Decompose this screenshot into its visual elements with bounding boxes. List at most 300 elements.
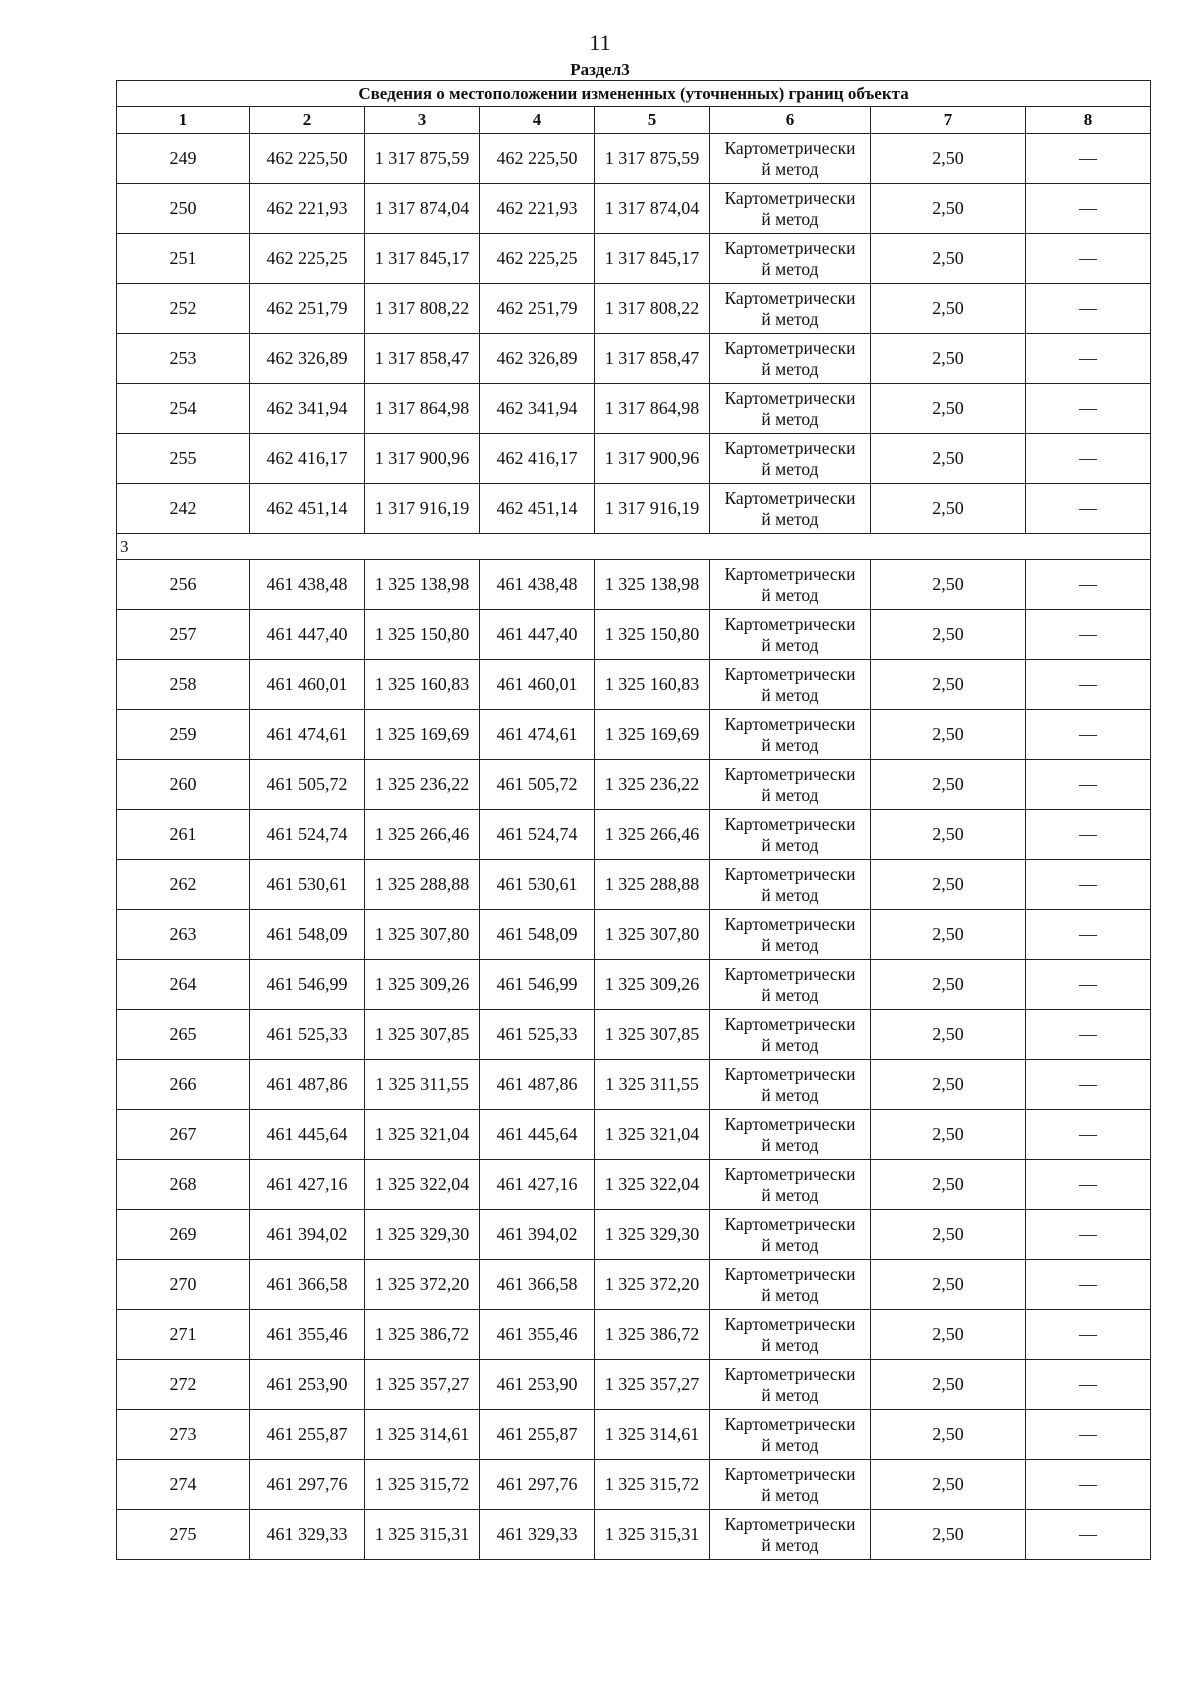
y-existing-cell: 1 317 874,04 bbox=[365, 184, 480, 234]
y-new-cell: 1 325 386,72 bbox=[595, 1310, 710, 1360]
x-new-cell: 461 297,76 bbox=[480, 1460, 595, 1510]
method-cell bbox=[710, 334, 871, 384]
method-text-line: Картометрически bbox=[724, 563, 856, 584]
accuracy-cell: 2,50 bbox=[871, 660, 1026, 710]
description-cell: — bbox=[1026, 184, 1151, 234]
method-text-line: Картометрически bbox=[724, 1263, 856, 1284]
method-text-line: й метод bbox=[761, 1384, 819, 1405]
method-text-line: й метод bbox=[761, 508, 819, 529]
x-existing-cell: 461 445,64 bbox=[250, 1110, 365, 1160]
table-row bbox=[117, 760, 1151, 810]
y-existing-cell: 1 325 372,20 bbox=[365, 1260, 480, 1310]
method-text-line: Картометрически bbox=[724, 1163, 856, 1184]
description-cell: — bbox=[1026, 810, 1151, 860]
accuracy-cell: 2,50 bbox=[871, 1410, 1026, 1460]
method-cell bbox=[710, 1260, 871, 1310]
method-text-line: й метод bbox=[761, 1084, 819, 1105]
y-existing-cell: 1 325 322,04 bbox=[365, 1160, 480, 1210]
y-new-cell: 1 325 315,31 bbox=[595, 1510, 710, 1560]
x-existing-cell: 461 460,01 bbox=[250, 660, 365, 710]
method-text-line: Картометрически bbox=[724, 1113, 856, 1134]
method-cell bbox=[710, 960, 871, 1010]
method-text-line: й метод bbox=[761, 1284, 819, 1305]
x-new-cell: 461 394,02 bbox=[480, 1210, 595, 1260]
method-text-line: Картометрически bbox=[724, 1513, 856, 1534]
description-cell: — bbox=[1026, 860, 1151, 910]
accuracy-cell: 2,50 bbox=[871, 1510, 1026, 1560]
method-text-line: й метод bbox=[761, 158, 819, 179]
accuracy-cell: 2,50 bbox=[871, 1010, 1026, 1060]
method-text-line: й метод bbox=[761, 1034, 819, 1055]
point-number-cell: 251 bbox=[117, 234, 250, 284]
point-number-cell: 263 bbox=[117, 910, 250, 960]
x-existing-cell: 462 221,93 bbox=[250, 184, 365, 234]
accuracy-cell: 2,50 bbox=[871, 1460, 1026, 1510]
table-row bbox=[117, 960, 1151, 1010]
description-cell: — bbox=[1026, 1010, 1151, 1060]
y-existing-cell: 1 325 357,27 bbox=[365, 1360, 480, 1410]
y-existing-cell: 1 325 386,72 bbox=[365, 1310, 480, 1360]
method-text-line: Картометрически bbox=[724, 337, 856, 358]
description-cell: — bbox=[1026, 560, 1151, 610]
y-new-cell: 1 325 150,80 bbox=[595, 610, 710, 660]
point-number-cell: 254 bbox=[117, 384, 250, 434]
table-row bbox=[117, 134, 1151, 184]
method-cell bbox=[710, 860, 871, 910]
point-number-cell: 270 bbox=[117, 1260, 250, 1310]
page-number: 11 bbox=[589, 30, 611, 55]
x-existing-cell: 461 474,61 bbox=[250, 710, 365, 760]
y-existing-cell: 1 325 309,26 bbox=[365, 960, 480, 1010]
method-text-line: Картометрически bbox=[724, 913, 856, 934]
point-number-cell: 249 bbox=[117, 134, 250, 184]
table-row bbox=[117, 1060, 1151, 1110]
x-existing-cell: 461 525,33 bbox=[250, 1010, 365, 1060]
method-text-line: Картометрически bbox=[724, 187, 856, 208]
accuracy-cell: 2,50 bbox=[871, 234, 1026, 284]
method-text-line: й метод bbox=[761, 308, 819, 329]
x-existing-cell: 461 530,61 bbox=[250, 860, 365, 910]
y-existing-cell: 1 325 288,88 bbox=[365, 860, 480, 910]
column-header-1: 1 bbox=[117, 107, 250, 134]
x-existing-cell: 461 546,99 bbox=[250, 960, 365, 1010]
method-cell bbox=[710, 660, 871, 710]
method-text-line: Картометрически bbox=[724, 387, 856, 408]
point-number-cell: 255 bbox=[117, 434, 250, 484]
method-text-line: й метод bbox=[761, 1334, 819, 1355]
y-existing-cell: 1 325 307,80 bbox=[365, 910, 480, 960]
accuracy-cell: 2,50 bbox=[871, 610, 1026, 660]
accuracy-cell: 2,50 bbox=[871, 1310, 1026, 1360]
x-new-cell: 461 438,48 bbox=[480, 560, 595, 610]
y-existing-cell: 1 325 150,80 bbox=[365, 610, 480, 660]
method-cell bbox=[710, 484, 871, 534]
table-row bbox=[117, 810, 1151, 860]
point-number-cell: 272 bbox=[117, 1360, 250, 1410]
y-new-cell: 1 325 138,98 bbox=[595, 560, 710, 610]
x-new-cell: 461 524,74 bbox=[480, 810, 595, 860]
table-row bbox=[117, 284, 1151, 334]
description-cell: — bbox=[1026, 760, 1151, 810]
y-new-cell: 1 317 916,19 bbox=[595, 484, 710, 534]
y-new-cell: 1 325 321,04 bbox=[595, 1110, 710, 1160]
y-new-cell: 1 317 858,47 bbox=[595, 334, 710, 384]
table-row bbox=[117, 384, 1151, 434]
description-cell: — bbox=[1026, 1460, 1151, 1510]
description-cell: — bbox=[1026, 1160, 1151, 1210]
point-number-cell: 265 bbox=[117, 1010, 250, 1060]
table-row bbox=[117, 1310, 1151, 1360]
method-text-line: й метод bbox=[761, 834, 819, 855]
description-cell: — bbox=[1026, 1260, 1151, 1310]
description-cell: — bbox=[1026, 610, 1151, 660]
x-existing-cell: 461 524,74 bbox=[250, 810, 365, 860]
method-text-line: Картометрически bbox=[724, 1213, 856, 1234]
method-text-line: Картометрически bbox=[724, 1063, 856, 1084]
x-new-cell: 461 255,87 bbox=[480, 1410, 595, 1460]
column-header-7: 7 bbox=[871, 107, 1026, 134]
accuracy-cell: 2,50 bbox=[871, 1260, 1026, 1310]
y-existing-cell: 1 317 900,96 bbox=[365, 434, 480, 484]
method-cell bbox=[710, 760, 871, 810]
method-text-line: й метод bbox=[761, 1534, 819, 1555]
description-cell: — bbox=[1026, 1210, 1151, 1260]
description-cell: — bbox=[1026, 284, 1151, 334]
method-cell bbox=[710, 1310, 871, 1360]
table-row bbox=[117, 710, 1151, 760]
column-header-5: 5 bbox=[595, 107, 710, 134]
accuracy-cell: 2,50 bbox=[871, 434, 1026, 484]
description-cell: — bbox=[1026, 960, 1151, 1010]
table-body bbox=[117, 134, 1151, 1560]
x-existing-cell: 461 329,33 bbox=[250, 1510, 365, 1560]
x-new-cell: 461 474,61 bbox=[480, 710, 595, 760]
method-cell bbox=[710, 1060, 871, 1110]
point-number-cell: 258 bbox=[117, 660, 250, 710]
column-header-8: 8 bbox=[1026, 107, 1151, 134]
point-number-cell: 264 bbox=[117, 960, 250, 1010]
point-number-cell: 275 bbox=[117, 1510, 250, 1560]
description-cell: — bbox=[1026, 1110, 1151, 1160]
y-new-cell: 1 325 372,20 bbox=[595, 1260, 710, 1310]
table-row bbox=[117, 660, 1151, 710]
accuracy-cell: 2,50 bbox=[871, 1210, 1026, 1260]
table-row bbox=[117, 1460, 1151, 1510]
point-number-cell: 271 bbox=[117, 1310, 250, 1360]
y-new-cell: 1 325 314,61 bbox=[595, 1410, 710, 1460]
x-existing-cell: 462 225,50 bbox=[250, 134, 365, 184]
accuracy-cell: 2,50 bbox=[871, 810, 1026, 860]
method-text-line: Картометрически bbox=[724, 487, 856, 508]
point-number-cell: 273 bbox=[117, 1410, 250, 1460]
y-new-cell: 1 325 169,69 bbox=[595, 710, 710, 760]
method-text-line: Картометрически bbox=[724, 963, 856, 984]
description-cell: — bbox=[1026, 384, 1151, 434]
y-existing-cell: 1 325 236,22 bbox=[365, 760, 480, 810]
x-existing-cell: 461 447,40 bbox=[250, 610, 365, 660]
x-new-cell: 462 416,17 bbox=[480, 434, 595, 484]
y-new-cell: 1 325 236,22 bbox=[595, 760, 710, 810]
x-existing-cell: 462 326,89 bbox=[250, 334, 365, 384]
method-text-line: Картометрически bbox=[724, 287, 856, 308]
column-header-3: 3 bbox=[365, 107, 480, 134]
column-number-row bbox=[117, 107, 1151, 134]
method-cell bbox=[710, 560, 871, 610]
point-number-cell: 261 bbox=[117, 810, 250, 860]
description-cell: — bbox=[1026, 484, 1151, 534]
x-new-cell: 462 326,89 bbox=[480, 334, 595, 384]
accuracy-cell: 2,50 bbox=[871, 710, 1026, 760]
method-text-line: й метод bbox=[761, 458, 819, 479]
x-new-cell: 462 225,25 bbox=[480, 234, 595, 284]
method-text-line: й метод bbox=[761, 1134, 819, 1155]
description-cell: — bbox=[1026, 1310, 1151, 1360]
method-cell bbox=[710, 184, 871, 234]
method-text-line: й метод bbox=[761, 684, 819, 705]
y-existing-cell: 1 317 864,98 bbox=[365, 384, 480, 434]
x-existing-cell: 462 341,94 bbox=[250, 384, 365, 434]
point-number-cell: 259 bbox=[117, 710, 250, 760]
y-existing-cell: 1 325 315,31 bbox=[365, 1510, 480, 1560]
method-text-line: Картометрически bbox=[724, 713, 856, 734]
x-existing-cell: 461 394,02 bbox=[250, 1210, 365, 1260]
accuracy-cell: 2,50 bbox=[871, 184, 1026, 234]
x-new-cell: 461 253,90 bbox=[480, 1360, 595, 1410]
y-new-cell: 1 317 900,96 bbox=[595, 434, 710, 484]
y-new-cell: 1 325 315,72 bbox=[595, 1460, 710, 1510]
y-existing-cell: 1 325 160,83 bbox=[365, 660, 480, 710]
point-number-cell: 260 bbox=[117, 760, 250, 810]
method-text-line: Картометрически bbox=[724, 237, 856, 258]
x-new-cell: 461 530,61 bbox=[480, 860, 595, 910]
method-text-line: Картометрически bbox=[724, 1013, 856, 1034]
method-text-line: Картометрически bbox=[724, 1313, 856, 1334]
table-row bbox=[117, 1110, 1151, 1160]
x-new-cell: 461 460,01 bbox=[480, 660, 595, 710]
y-existing-cell: 1 325 138,98 bbox=[365, 560, 480, 610]
y-existing-cell: 1 325 329,30 bbox=[365, 1210, 480, 1260]
y-new-cell: 1 325 329,30 bbox=[595, 1210, 710, 1260]
column-header-6: 6 bbox=[710, 107, 871, 134]
y-new-cell: 1 325 288,88 bbox=[595, 860, 710, 910]
method-text-line: й метод bbox=[761, 734, 819, 755]
y-existing-cell: 1 317 916,19 bbox=[365, 484, 480, 534]
method-text-line: Картометрически bbox=[724, 1463, 856, 1484]
method-text-line: й метод bbox=[761, 408, 819, 429]
table-row bbox=[117, 1410, 1151, 1460]
y-new-cell: 1 317 845,17 bbox=[595, 234, 710, 284]
x-existing-cell: 461 355,46 bbox=[250, 1310, 365, 1360]
accuracy-cell: 2,50 bbox=[871, 284, 1026, 334]
x-existing-cell: 461 297,76 bbox=[250, 1460, 365, 1510]
method-text-line: Картометрически bbox=[724, 1413, 856, 1434]
point-number-cell: 256 bbox=[117, 560, 250, 610]
method-cell bbox=[710, 284, 871, 334]
y-new-cell: 1 325 307,80 bbox=[595, 910, 710, 960]
accuracy-cell: 2,50 bbox=[871, 1110, 1026, 1160]
x-existing-cell: 461 505,72 bbox=[250, 760, 365, 810]
method-cell bbox=[710, 610, 871, 660]
table-row bbox=[117, 860, 1151, 910]
y-existing-cell: 1 317 808,22 bbox=[365, 284, 480, 334]
table-row bbox=[117, 334, 1151, 384]
method-cell bbox=[710, 234, 871, 284]
contour-number: 3 bbox=[117, 534, 1151, 560]
point-number-cell: 268 bbox=[117, 1160, 250, 1210]
x-new-cell: 461 546,99 bbox=[480, 960, 595, 1010]
x-new-cell: 461 548,09 bbox=[480, 910, 595, 960]
contour-group-row bbox=[117, 534, 1151, 560]
table-row bbox=[117, 1260, 1151, 1310]
accuracy-cell: 2,50 bbox=[871, 960, 1026, 1010]
description-cell: — bbox=[1026, 1360, 1151, 1410]
method-text-line: й метод bbox=[761, 784, 819, 805]
y-existing-cell: 1 325 311,55 bbox=[365, 1060, 480, 1110]
y-existing-cell: 1 317 875,59 bbox=[365, 134, 480, 184]
y-existing-cell: 1 325 315,72 bbox=[365, 1460, 480, 1510]
point-number-cell: 269 bbox=[117, 1210, 250, 1260]
method-text-line: Картометрически bbox=[724, 863, 856, 884]
point-number-cell: 253 bbox=[117, 334, 250, 384]
x-new-cell: 461 445,64 bbox=[480, 1110, 595, 1160]
x-new-cell: 461 329,33 bbox=[480, 1510, 595, 1560]
y-existing-cell: 1 317 845,17 bbox=[365, 234, 480, 284]
method-text-line: й метод bbox=[761, 1184, 819, 1205]
method-text-line: Картометрически bbox=[724, 437, 856, 458]
description-cell: — bbox=[1026, 334, 1151, 384]
method-cell bbox=[710, 1460, 871, 1510]
x-new-cell: 461 355,46 bbox=[480, 1310, 595, 1360]
table-row bbox=[117, 1210, 1151, 1260]
x-existing-cell: 462 225,25 bbox=[250, 234, 365, 284]
method-cell bbox=[710, 1210, 871, 1260]
y-new-cell: 1 325 160,83 bbox=[595, 660, 710, 710]
point-number-cell: 274 bbox=[117, 1460, 250, 1510]
table-row bbox=[117, 434, 1151, 484]
table-caption: Сведения о местоположении измененных (уточненных) границ объекта bbox=[117, 81, 1151, 107]
table-row bbox=[117, 1010, 1151, 1060]
method-text-line: Картометрически bbox=[724, 763, 856, 784]
method-text-line: й метод bbox=[761, 208, 819, 229]
x-existing-cell: 462 251,79 bbox=[250, 284, 365, 334]
method-text-line: й метод bbox=[761, 1484, 819, 1505]
description-cell: — bbox=[1026, 434, 1151, 484]
method-cell bbox=[710, 1160, 871, 1210]
point-number-cell: 267 bbox=[117, 1110, 250, 1160]
y-existing-cell: 1 325 307,85 bbox=[365, 1010, 480, 1060]
table-row bbox=[117, 910, 1151, 960]
method-cell bbox=[710, 810, 871, 860]
x-new-cell: 462 221,93 bbox=[480, 184, 595, 234]
y-new-cell: 1 325 311,55 bbox=[595, 1060, 710, 1110]
y-existing-cell: 1 325 169,69 bbox=[365, 710, 480, 760]
x-existing-cell: 462 451,14 bbox=[250, 484, 365, 534]
x-existing-cell: 461 427,16 bbox=[250, 1160, 365, 1210]
y-new-cell: 1 317 864,98 bbox=[595, 384, 710, 434]
accuracy-cell: 2,50 bbox=[871, 560, 1026, 610]
point-number-cell: 262 bbox=[117, 860, 250, 910]
method-text-line: й метод bbox=[761, 934, 819, 955]
point-number-cell: 250 bbox=[117, 184, 250, 234]
description-cell: — bbox=[1026, 910, 1151, 960]
y-new-cell: 1 317 875,59 bbox=[595, 134, 710, 184]
y-new-cell: 1 317 874,04 bbox=[595, 184, 710, 234]
method-text-line: й метод bbox=[761, 358, 819, 379]
method-text-line: Картометрически bbox=[724, 613, 856, 634]
method-cell bbox=[710, 1410, 871, 1460]
y-new-cell: 1 325 357,27 bbox=[595, 1360, 710, 1410]
x-new-cell: 462 451,14 bbox=[480, 484, 595, 534]
method-text-line: й метод bbox=[761, 634, 819, 655]
method-text-line: й метод bbox=[761, 584, 819, 605]
method-cell bbox=[710, 1360, 871, 1410]
x-new-cell: 462 251,79 bbox=[480, 284, 595, 334]
x-new-cell: 461 447,40 bbox=[480, 610, 595, 660]
x-new-cell: 462 225,50 bbox=[480, 134, 595, 184]
accuracy-cell: 2,50 bbox=[871, 134, 1026, 184]
method-cell bbox=[710, 910, 871, 960]
description-cell: — bbox=[1026, 1510, 1151, 1560]
y-new-cell: 1 317 808,22 bbox=[595, 284, 710, 334]
x-existing-cell: 461 253,90 bbox=[250, 1360, 365, 1410]
method-text-line: Картометрически bbox=[724, 137, 856, 158]
accuracy-cell: 2,50 bbox=[871, 1360, 1026, 1410]
accuracy-cell: 2,50 bbox=[871, 1060, 1026, 1110]
table-row bbox=[117, 234, 1151, 284]
table-row bbox=[117, 484, 1151, 534]
method-text-line: Картометрически bbox=[724, 663, 856, 684]
point-number-cell: 252 bbox=[117, 284, 250, 334]
x-existing-cell: 462 416,17 bbox=[250, 434, 365, 484]
description-cell: — bbox=[1026, 710, 1151, 760]
method-cell bbox=[710, 1010, 871, 1060]
method-text-line: й метод bbox=[761, 1234, 819, 1255]
table-row bbox=[117, 1160, 1151, 1210]
x-existing-cell: 461 487,86 bbox=[250, 1060, 365, 1110]
method-text-line: й метод bbox=[761, 884, 819, 905]
table-row bbox=[117, 1510, 1151, 1560]
x-new-cell: 461 427,16 bbox=[480, 1160, 595, 1210]
accuracy-cell: 2,50 bbox=[871, 910, 1026, 960]
accuracy-cell: 2,50 bbox=[871, 484, 1026, 534]
x-new-cell: 461 366,58 bbox=[480, 1260, 595, 1310]
accuracy-cell: 2,50 bbox=[871, 384, 1026, 434]
x-new-cell: 461 505,72 bbox=[480, 760, 595, 810]
y-existing-cell: 1 325 321,04 bbox=[365, 1110, 480, 1160]
y-existing-cell: 1 317 858,47 bbox=[365, 334, 480, 384]
description-cell: — bbox=[1026, 134, 1151, 184]
method-text-line: Картометрически bbox=[724, 1363, 856, 1384]
y-new-cell: 1 325 322,04 bbox=[595, 1160, 710, 1210]
x-existing-cell: 461 438,48 bbox=[250, 560, 365, 610]
x-new-cell: 462 341,94 bbox=[480, 384, 595, 434]
description-cell: — bbox=[1026, 234, 1151, 284]
method-cell bbox=[710, 134, 871, 184]
x-new-cell: 461 525,33 bbox=[480, 1010, 595, 1060]
coordinates-table bbox=[116, 80, 1151, 1560]
description-cell: — bbox=[1026, 1410, 1151, 1460]
y-new-cell: 1 325 307,85 bbox=[595, 1010, 710, 1060]
y-existing-cell: 1 325 266,46 bbox=[365, 810, 480, 860]
method-text-line: й метод bbox=[761, 984, 819, 1005]
method-cell bbox=[710, 1110, 871, 1160]
table-row bbox=[117, 560, 1151, 610]
method-text-line: й метод bbox=[761, 1434, 819, 1455]
y-existing-cell: 1 325 314,61 bbox=[365, 1410, 480, 1460]
point-number-cell: 266 bbox=[117, 1060, 250, 1110]
column-header-2: 2 bbox=[250, 107, 365, 134]
x-existing-cell: 461 366,58 bbox=[250, 1260, 365, 1310]
